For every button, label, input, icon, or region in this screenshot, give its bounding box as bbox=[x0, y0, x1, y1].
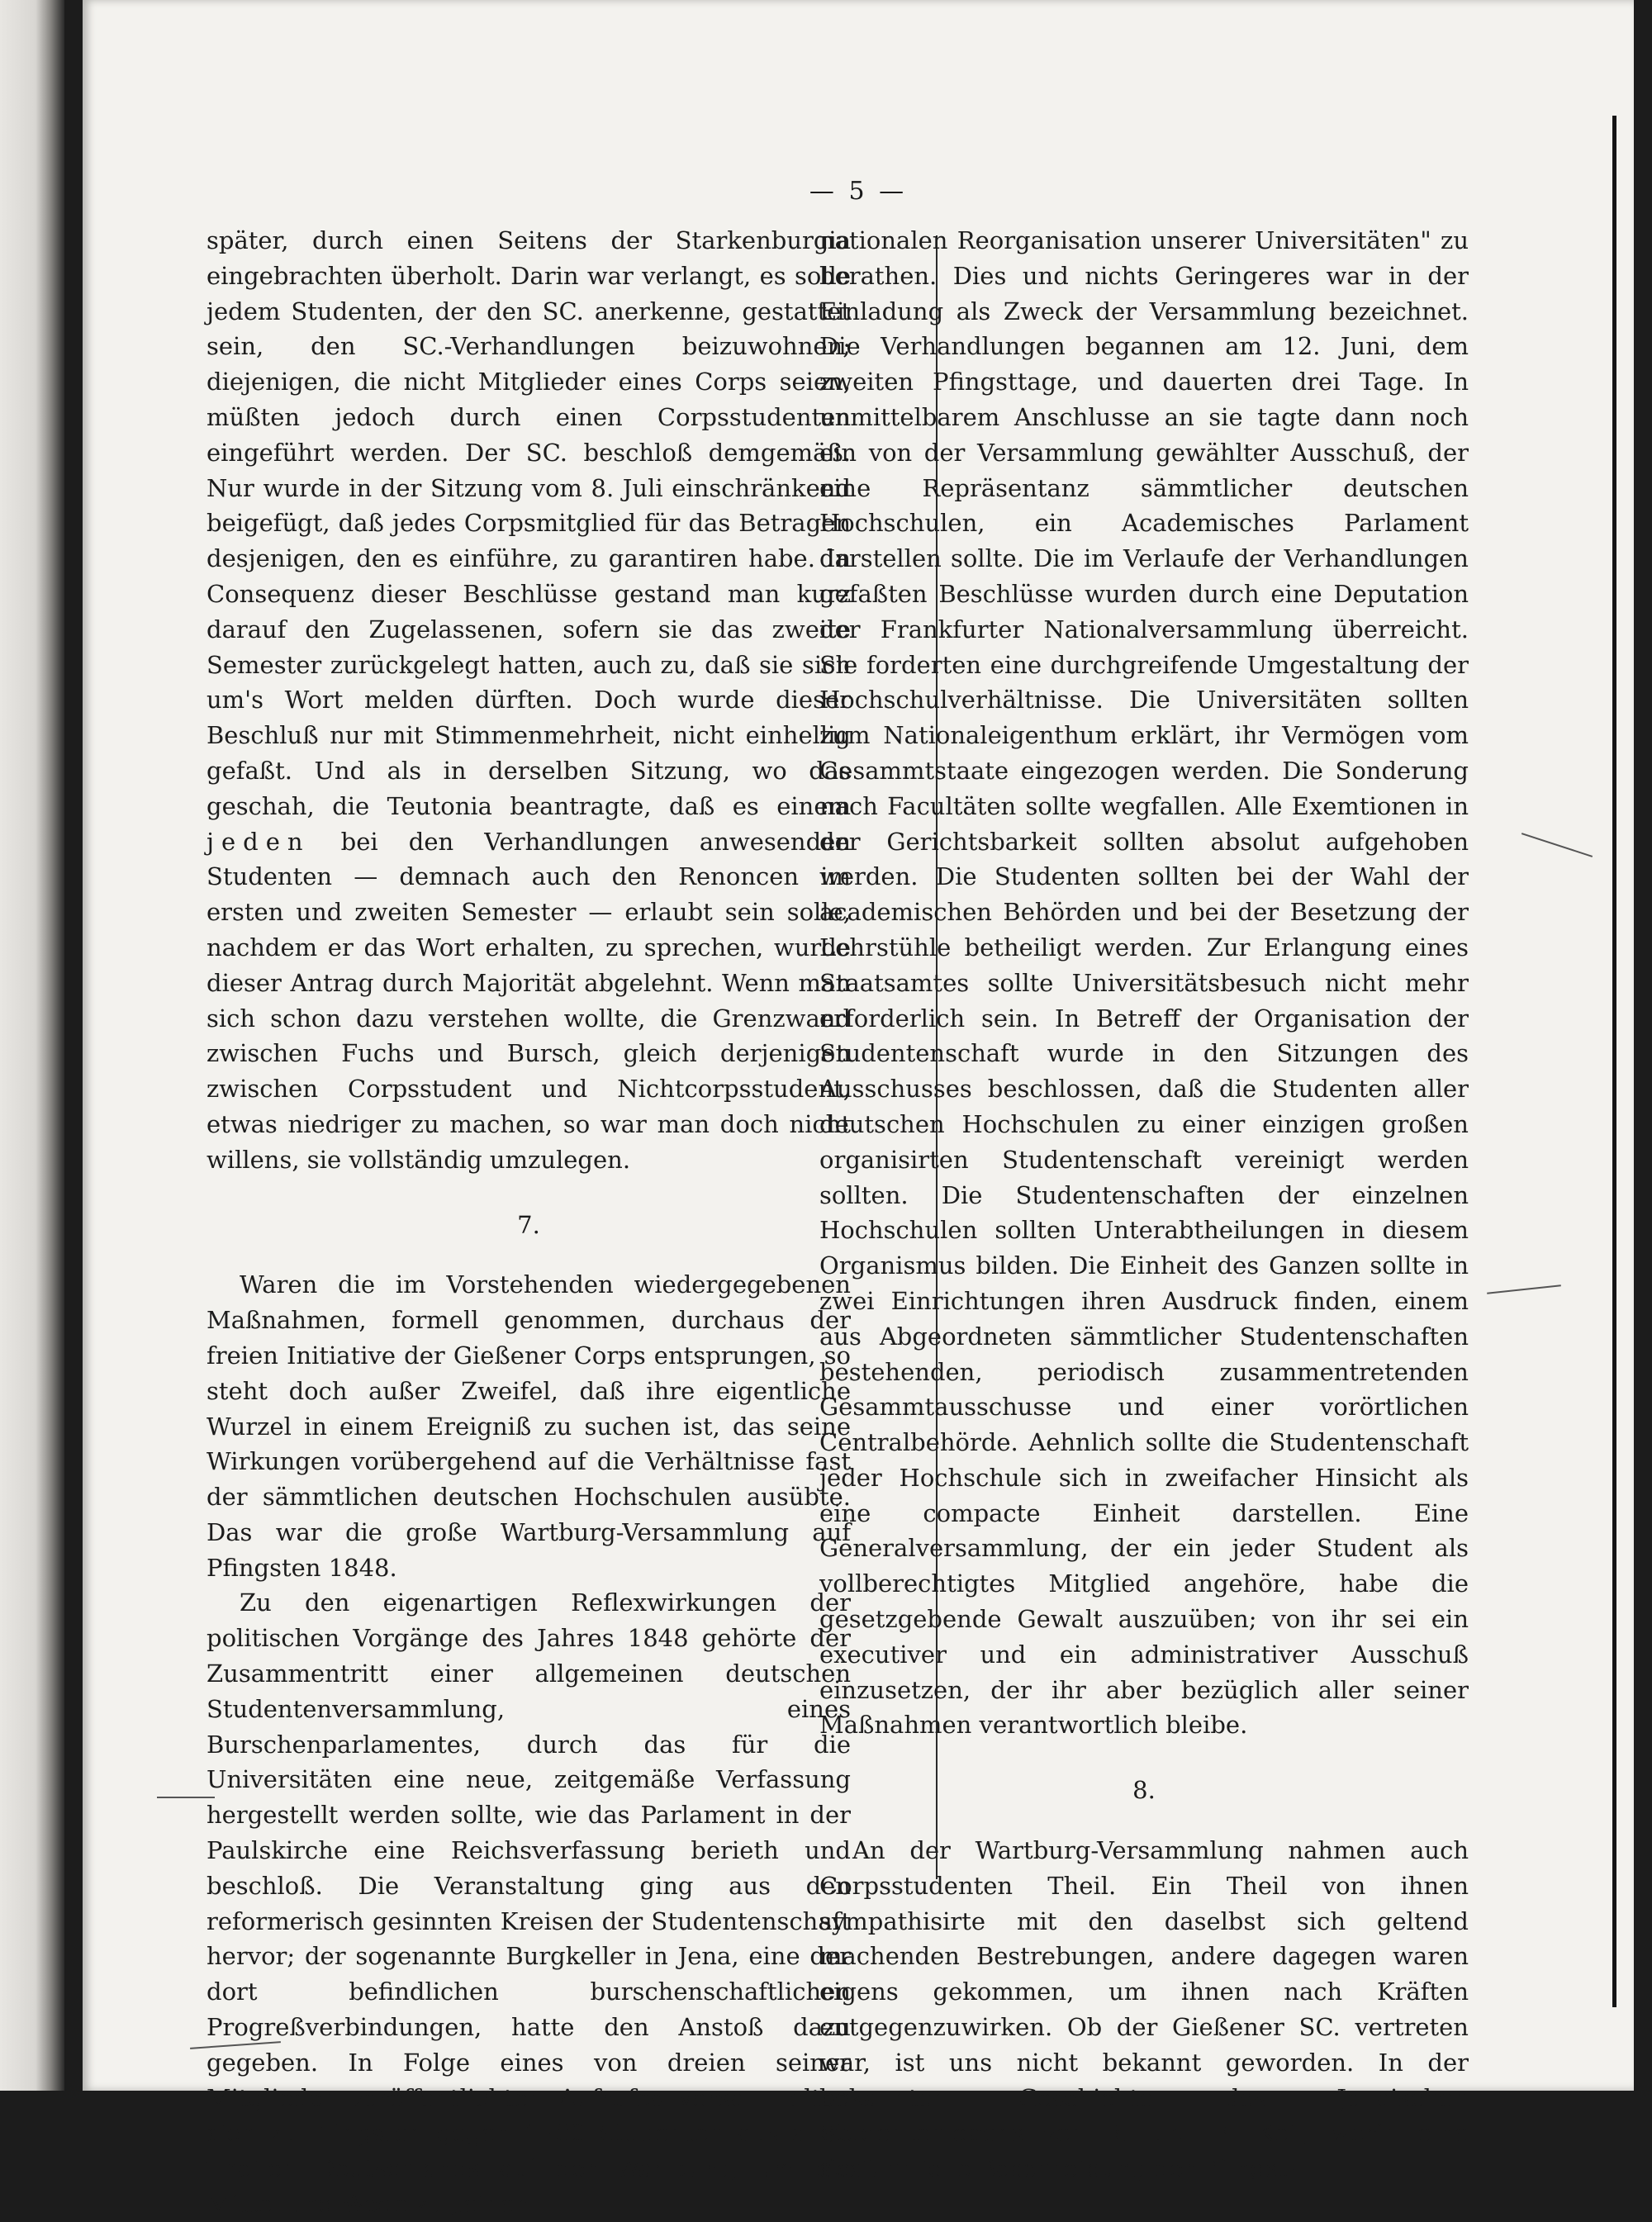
book-spine bbox=[0, 0, 64, 2091]
section-heading-7: 7. bbox=[517, 1210, 540, 1239]
page-edge-rule bbox=[1612, 116, 1616, 2007]
spaced-word: jeden bbox=[206, 827, 311, 856]
left-paragraph-3: Zu den eigenartigen Reflexwirkungen der politischen Vorgänge des Jahres 1848 gehörte der Zusammentritt einer allgemeinen deutschen Studentenversammlung, eines Burschenparlamentes, durch das für die Universitäten eine neue, zeitgemäße Verfassung hergestellt werden sollte, wie das Parlament in der Paulskirche eine Reichsverfassung berieth und beschloß. Die Veranstaltung ging aus den reformerisch gesinnten Kreisen der Studentenschaft hervor; der sogenannte Burgkeller in Jena, eine der dort befindlichen burschenschaftlichen Progreßverbindungen, hatte den Anstoß dazu gegeben. In Folge eines von dreien seiner Mitglieder veröffentlichten Aufrufes versammelten sich zu Pfingsten gegen 1500 Studenten aus allen Theilen Deutschlands auf der Wartburg, um die Mittel und Wege zu „einer bbox=[206, 1588, 851, 2219]
left-para1-text: später, durch einen Seitens der Starkenburgia eingebrachten überholt. Darin war verlangt, es solle jedem Studenten, der den SC. anerkenne, gestattet sein, den SC.-Verhandlungen beizuwohnen; diejenigen, die nicht Mitglieder eines Corps seien, müßten jedoch durch einen Corpsstudenten eingeführt werden. Der SC. beschloß demgemäß. Nur wurde in der Sitzung vom 8. Juli einschränkend beigefügt, daß jedes Corpsmitglied für das Betragen desjenigen, den es einführe, zu garantiren habe. In Consequenz dieser Beschlüsse gestand man kurz darauf den Zugelassenen, sofern sie das zweite Semester zurückgelegt hatten, auch zu, daß sie sich um's Wort melden dürften. Doch wurde dieser Beschluß nur mit Stimmenmehrheit, nicht einhellig gefaßt. Und als in derselben Sitzung, wo das geschah, die Teutonia beantragte, daß es einem bbox=[206, 226, 851, 820]
margin-mark bbox=[1487, 1284, 1561, 1294]
page-number: — 5 — bbox=[809, 177, 908, 206]
right-paragraph-1: nationalen Reorganisation unserer Universitäten" zu berathen. Dies und nichts Geringeres war in der Einladung als Zweck der Versammlung bezeichnet. Die Verhandlungen begannen am 12. Juni, dem zweiten Pfingsttage, und dauerten drei Tage. In unmittelbarem Anschlusse an sie tagte dann noch ein von der Versammlung gewählter Ausschuß, der eine Repräsentanz sämmtlicher deutschen Hochschulen, ein Academisches Parlament darstellen sollte. Die im Verlaufe der Verhandlungen gefaßten Beschlüsse wurden durch eine Deputation der Frankfurter Nationalversammlung überreicht. Sie forderten eine durchgreifende Umgestaltung der Hochschulverhältnisse. Die Universitäten sollten zum Nationaleigenthum erklärt, ihr Vermögen vom Gesammtstaate eingezogen werden. Die Sonderung nach Facultäten sollte wegfallen. Alle Exemtionen in der Gerichtsbarkeit sollten absolut aufgehoben werden. Die Studenten sollten bei der Wahl der academischen Behörden und bei der Besetzung der Lehrstühle betheiligt werden. Zur Erlangung eines Staatsamtes sollte Universitätsbesuch nicht mehr erforderlich sein. In Betreff der Organisation der Studentenschaft wurde in den Sitzungen des Ausschusses beschlossen, daß die Studenten aller deutschen Hochschulen zu einer einzigen großen organisirten Studentenschaft vereinigt werden sollten. Die Studentenschaften der einzelnen Hochschulen sollten Unterabtheilungen in diesem Organismus bilden. Die Einheit des Ganzen sollte in zwei Einrichtungen ihren Ausdruck finden, einem aus Abgeordneten sämmtlicher Studentenschaften bestehenden, periodisch zusammentretenden Gesammtausschusse und einer vorörtlichen Centralbehörde. Aehnlich sollte die Studentenschaft jeder Hochschule sich in zweifacher Hinsicht als eine compacte Einheit darstellen. Eine Generalversammlung, der ein jeder Student als vollberechtigtes Mitglied angehöre, habe die gesetzgebende Gewalt auszuüben; von ihr sei ein executiver und ein administrativer Ausschuß einzusetzen, der ihr aber bezüglich aller seiner Maßnahmen verantwortlich bleibe. bbox=[819, 226, 1469, 1740]
right-column bbox=[819, 223, 1469, 2186]
book-page bbox=[83, 0, 1634, 2219]
section-heading-8: 8. bbox=[1132, 1776, 1156, 1805]
left-column bbox=[206, 223, 851, 2222]
left-para1-rest: bei den Verhandlungen anwesenden Studenten — demnach auch den Renoncen im ersten und zweiten Semester — erlaubt sein solle, nachdem er das Wort erhalten, zu sprechen, wurde dieser Antrag durch Majorität abgelehnt. Wenn man sich schon dazu verstehen wollte, die Grenzwand zwischen Fuchs und Bursch, gleich derjenigen zwischen Corpsstudent und Nichtcorpsstudent, etwas niedriger zu machen, so war man doch nicht willens, sie vollständig umzulegen. bbox=[206, 827, 852, 1174]
right-paragraph-2: An der Wartburg-Versammlung nahmen auch Corpsstudenten Theil. Ein Theil von ihnen sympathisirte mit den daselbst sich geltend machenden Bestrebungen, andere dagegen waren eigens gekommen, um ihnen nach Kräften entgegenzuwirken. Ob der Gießener SC. vertreten war, ist uns nicht bekannt geworden. In der bekannten Geschichte des Jenaischen Studentenlebens von R. und R. Keil, worin eine ausführliche Beschreibung der Pfingst- bbox=[819, 1836, 1469, 2183]
left-paragraph-2: Waren die im Vorstehenden wiedergegebenen Maßnahmen, formell genommen, durchaus der freien Initiative der Gießener Corps entsprungen, so steht doch außer Zweifel, daß ihre eigentliche Wurzel in einem Ereigniß zu suchen ist, das seine Wirkungen vorübergehend auf die Verhältnisse fast der sämmtlichen deutschen Hochschulen ausübte. Das war die große Wartburg-Versammlung auf Pfingsten 1848. bbox=[206, 1270, 851, 1582]
left-paragraph-1 bbox=[206, 223, 851, 1178]
margin-mark bbox=[1521, 833, 1593, 857]
margin-mark bbox=[157, 1797, 215, 1798]
